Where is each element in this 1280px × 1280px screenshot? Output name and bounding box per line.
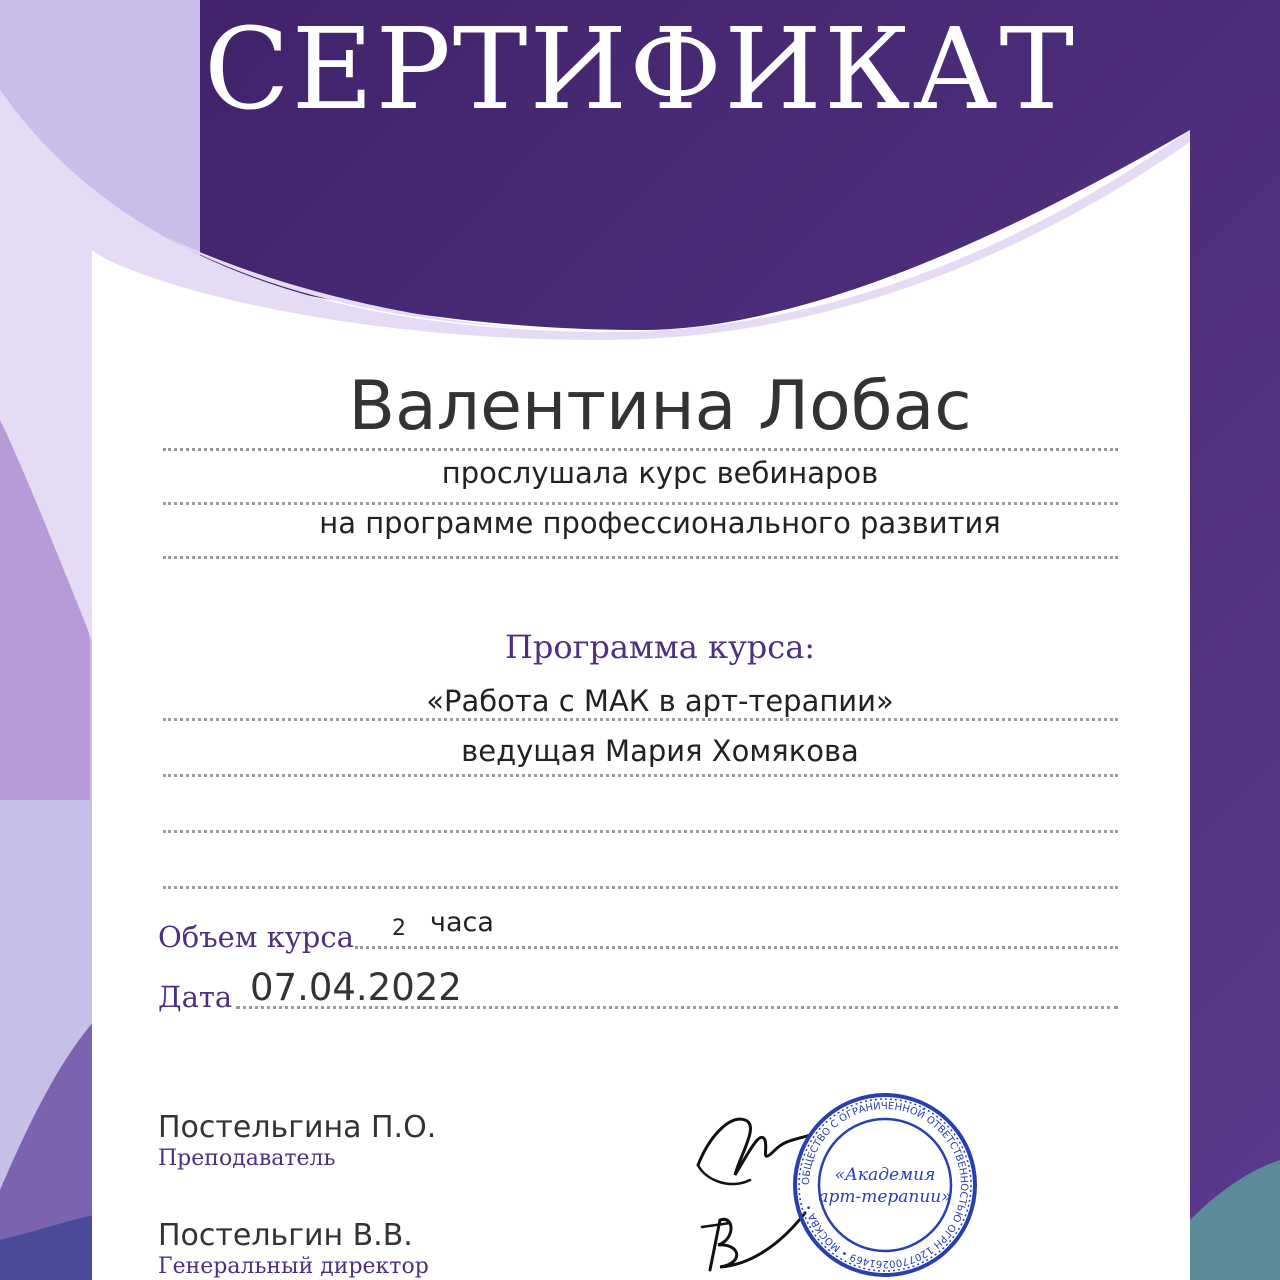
company-stamp [790, 1090, 980, 1280]
course-name: «Работа с МАК в арт-терапии» [426, 684, 894, 718]
volume-value: 2 [392, 916, 406, 941]
statement-line-2: на программе профессионального развития [319, 506, 1001, 540]
dotted-divider [163, 774, 1118, 777]
stamp-ring-text: ОБЩЕСТВО С ОГРАНИЧЕННОЙ ОТВЕТСТВЕННОСТЬЮ ОГРН 1207700261469 • МОСКВА • [800, 1100, 970, 1270]
stamp-center-line-2: арт-терапии» [818, 1187, 952, 1207]
dotted-divider [163, 448, 1118, 451]
volume-unit: часа [430, 907, 494, 938]
dotted-divider [163, 502, 1118, 505]
dotted-divider [355, 946, 1118, 949]
course-leader: ведущая Мария Хомякова [461, 734, 859, 768]
recipient-name: Валентина Лобас [348, 367, 972, 446]
date-value: 07.04.2022 [250, 966, 462, 1009]
dotted-divider [163, 830, 1118, 833]
dotted-divider [163, 886, 1118, 889]
volume-label: Объем курса [158, 920, 354, 954]
signatory-name: Постельгин В.В. [158, 1218, 413, 1253]
stamp-center-line-1: «Академия [834, 1165, 936, 1185]
dotted-divider [163, 556, 1118, 559]
statement-line-1: прослушала курс вебинаров [441, 456, 879, 490]
date-label: Дата [158, 980, 233, 1014]
certificate-title: СЕРТИФИКАТ [203, 5, 1077, 135]
dotted-divider [236, 1006, 1118, 1009]
signatory-role: Преподаватель [158, 1146, 336, 1171]
program-label: Программа курса: [504, 628, 816, 666]
signatory-name: Постельгина П.О. [158, 1110, 437, 1145]
dotted-divider [163, 718, 1118, 721]
signatory-role: Генеральный директор [158, 1254, 429, 1279]
